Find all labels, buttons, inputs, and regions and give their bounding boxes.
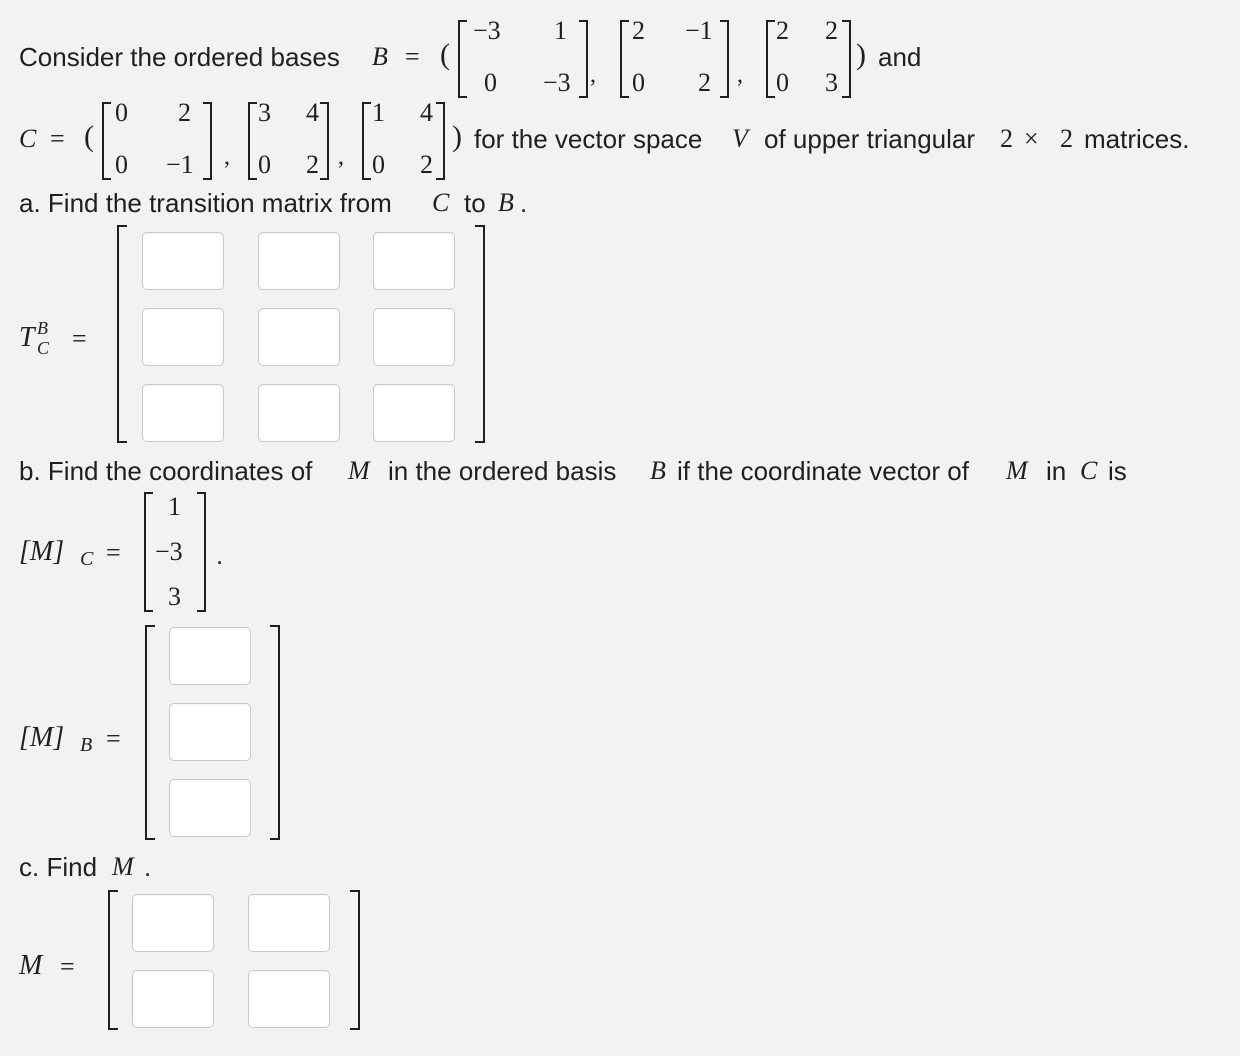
dimension-number: 2 [1000,124,1013,153]
matrix-entry: 0 [115,98,128,127]
m-symbol: M [1006,456,1028,485]
period: . [216,540,224,570]
transition-matrix-input-r1c1[interactable] [142,232,224,290]
equals-sign: = [60,952,75,981]
period: . [144,852,152,882]
m-c-subscript: C [80,548,94,570]
basis-c-symbol: C [432,188,450,217]
part-a-text: a. Find the transition matrix from [19,188,392,218]
transition-matrix-input-r2c2[interactable] [258,308,340,366]
matrix-m-input-r1c1[interactable] [132,894,214,952]
vector-entry: 1 [168,492,181,521]
matrix-entry: 2 [825,16,838,45]
matrix-entry: 0 [632,68,645,97]
vector-space-v-symbol: V [732,124,748,153]
vector-entry: −3 [155,537,183,566]
equals-sign: = [106,724,121,753]
is-text: is [1108,456,1127,486]
if-text: if the coordinate vector of [677,456,969,486]
basis-b-symbol: B [372,42,388,71]
and-text: and [878,42,922,72]
transition-matrix-input-r2c3[interactable] [373,308,455,366]
matrix-m-input-r2c1[interactable] [132,970,214,1028]
matrix-entry: 0 [776,68,789,97]
matrix-entry: 0 [484,68,497,97]
to-text: to [464,188,486,218]
matrix-entry: −3 [543,68,571,97]
basis-c-symbol: C [1080,456,1098,485]
equals-sign: = [405,42,420,71]
basis-b-symbol: B [650,456,666,485]
in-text: in [1046,456,1067,486]
m-symbol: M [348,456,370,485]
m-symbol: M [112,852,134,881]
matrix-entry: −1 [685,16,713,45]
matrix-entry: 2 [698,68,711,97]
m-c-label: [M] [19,536,65,567]
transition-matrix-input-r1c2[interactable] [258,232,340,290]
part-c-text: c. Find [19,852,98,882]
t-subscript: C [37,338,50,358]
transition-matrix-input-r3c1[interactable] [142,384,224,442]
matrix-entry: 0 [372,150,385,179]
coord-vector-b-input-1[interactable] [169,627,251,685]
transition-matrix-input-r2c1[interactable] [142,308,224,366]
matrix-entry: 2 [306,150,319,179]
matrix-entry: 2 [632,16,645,45]
transition-matrix-input-r3c3[interactable] [373,384,455,442]
equals-sign: = [72,324,87,353]
part-b-text: b. Find the coordinates of [19,456,313,486]
dimension-number: 2 [1060,124,1073,153]
matrix-m-input-r1c2[interactable] [248,894,330,952]
matrix-m-input-r2c2[interactable] [248,970,330,1028]
matrix-entry: 3 [258,98,271,127]
t-symbol: T [19,322,35,353]
matrix-entry: 2 [178,98,191,127]
coord-vector-b-input-3[interactable] [169,779,251,837]
m-label: M [19,950,43,981]
basis-c-symbol: C [19,124,37,153]
matrix-entry: 1 [372,98,385,127]
coord-vector-b-input-2[interactable] [169,703,251,761]
m-b-subscript: B [80,734,93,756]
t-superscript: B [37,318,48,338]
transition-matrix-input-r3c2[interactable] [258,384,340,442]
equals-sign: = [50,124,65,153]
matrix-entry: −3 [473,16,501,45]
transition-matrix-input-r1c3[interactable] [373,232,455,290]
vector-entry: 3 [168,582,181,611]
period: . [520,188,528,218]
m-b-label: [M] [19,722,65,753]
matrix-entry: 1 [554,16,567,45]
for-vector-space-text: for the vector space [474,124,703,154]
matrix-entry: 3 [825,68,838,97]
matrix-entry: 2 [420,150,433,179]
matrix-entry: 0 [258,150,271,179]
matrices-text: matrices. [1084,124,1190,154]
intro-consider-text: Consider the ordered bases [19,42,340,72]
upper-triangular-text: of upper triangular [764,124,976,154]
equals-sign: = [106,538,121,567]
matrix-entry: 4 [420,98,433,127]
basis-b-symbol: B [498,188,514,217]
matrix-entry: 2 [776,16,789,45]
matrix-entry: −1 [166,150,194,179]
times-symbol: × [1024,124,1039,153]
matrix-entry: 4 [306,98,319,127]
matrix-entry: 0 [115,150,128,179]
in-basis-text: in the ordered basis [388,456,617,486]
